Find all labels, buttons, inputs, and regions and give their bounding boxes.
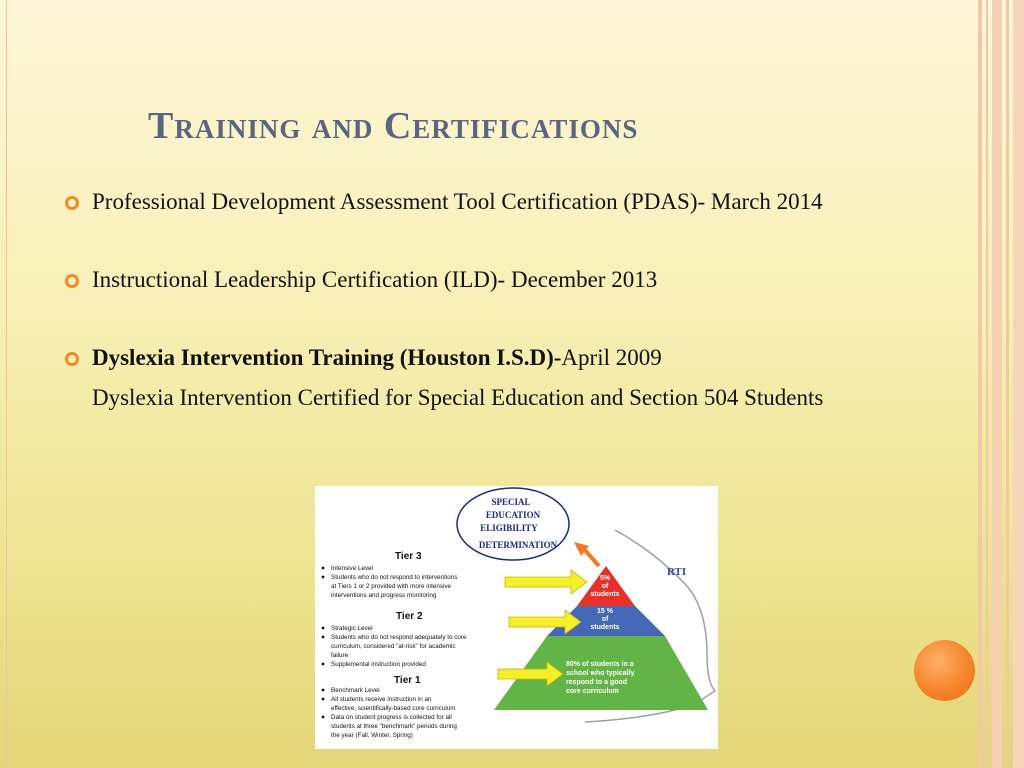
bullet-text: Professional Development Assessment Tool Certification (PDAS)- March 2014: [92, 189, 823, 214]
pyramid-mid-line-2: of: [601, 616, 609, 623]
tier2-heading: Tier 2: [396, 611, 423, 622]
tier1-item-3: effective, scientifically-based core curriculum: [331, 705, 456, 712]
bullet-marker-icon: [65, 274, 79, 288]
sub-paragraph: [62, 382, 882, 413]
oval-line-3: ELIGIBILITY: [480, 523, 538, 533]
oval-line-1: SPECIAL: [491, 497, 531, 507]
pyramid-bottom-line-4: core curriculum: [566, 688, 619, 695]
bullet-marker-icon: [65, 352, 79, 366]
bullet-list: [62, 186, 882, 413]
pyramid-bottom-line-3: respond to a good: [566, 679, 628, 686]
pyramid-top-line-3: students: [590, 591, 620, 598]
sub-paragraph-text: Dyslexia Intervention Certified for Special Education and Section 504 Students: [92, 385, 824, 410]
up-arrow-icon: [574, 542, 599, 566]
tier1-item-5: students at three "benchmark" periods during: [331, 723, 457, 730]
rti-pyramid-figure: [315, 486, 718, 749]
tier1-item-6: the year (Fall, Winter, Spring): [331, 732, 413, 739]
bullet-ild: [62, 264, 882, 295]
pyramid-bottom-line-2: school who typically: [566, 670, 635, 677]
rti-label: RTI: [667, 566, 687, 578]
tier1-item-2: All students receive instruction in an: [331, 696, 432, 703]
tier3-item-2: Students who do not respond to interventions: [331, 574, 458, 581]
tier3-item-4: interventions and progress monitoring: [331, 592, 437, 599]
right-stripe-3: [992, 0, 1002, 768]
bullet-marker-icon: [65, 196, 79, 210]
bullet-pdas: [62, 186, 882, 217]
decorative-orange-circle: [914, 640, 975, 701]
tier1-heading: Tier 1: [394, 675, 421, 686]
pyramid-bottom-line-1: 80% of students in a: [566, 661, 634, 668]
oval-line-2: EDUCATION: [485, 510, 541, 520]
oval-line-4: DETERMINATION: [478, 540, 558, 550]
tier1-item-1: Benchmark Level: [331, 687, 380, 694]
right-stripe-4: [1006, 0, 1009, 768]
tier2-arrow-icon: [509, 610, 581, 634]
pyramid-top-line-2: of: [601, 583, 609, 590]
bullet-date-text: April 2009: [561, 345, 662, 370]
bullet-dyslexia: [62, 342, 882, 373]
tier1-item-4: Data on student progress is collected for all: [331, 714, 452, 721]
tier3-heading: Tier 3: [395, 551, 422, 562]
tier2-item-3: curriculum, considered "at-risk" for academic: [331, 643, 456, 650]
tier2-item-2: Students who do not respond adequately to core: [331, 634, 467, 641]
tier2-item-4: failure: [331, 652, 349, 659]
right-stripe-5: [1013, 0, 1024, 768]
right-stripe-2: [986, 0, 988, 768]
left-rule: [6, 0, 7, 768]
pyramid-mid-line-3: students: [590, 624, 620, 631]
slide-title: Training and Certifications: [148, 105, 639, 147]
bullet-bold-text: Dyslexia Intervention Training (Houston I.S.D)-: [92, 345, 562, 370]
tier2-item-5: Supplemental instruction provided: [331, 661, 426, 668]
tier3-arrow-icon: [505, 570, 587, 594]
bullet-text: Instructional Leadership Certification (ILD)- December 2013: [92, 267, 658, 292]
right-stripe-1: [978, 0, 982, 768]
pyramid-top-line-1: 5%: [599, 575, 611, 582]
tier3-item-3: at Tiers 1 or 2 provided with more intensive: [331, 583, 452, 590]
tier2-item-1: Strategic Level: [331, 625, 373, 632]
tier3-item-1: Intensive Level: [331, 565, 374, 572]
pyramid-mid-line-1: 15 %: [597, 608, 613, 615]
